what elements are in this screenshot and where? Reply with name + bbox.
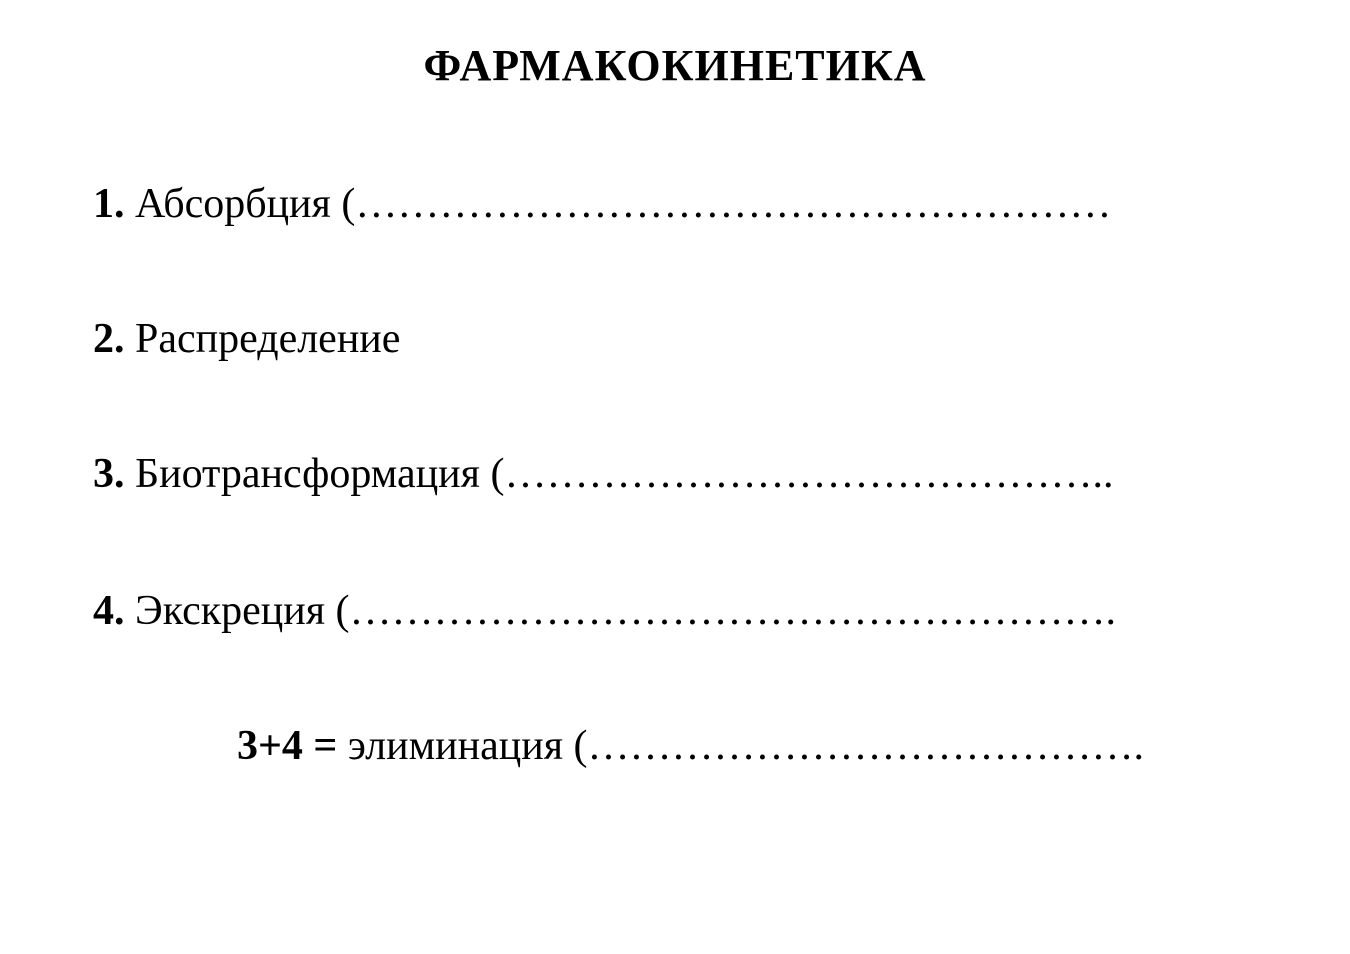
item-text: Биотрансформация (…………………………………….. — [135, 451, 1114, 497]
list-item-elimination — [237, 718, 1144, 774]
item-text: Экскреция (………………………………………………. — [135, 588, 1117, 634]
item-text: Распределение — [135, 316, 401, 362]
item-number: 3. — [93, 451, 125, 497]
item-number: 2. — [93, 316, 125, 362]
item-number: 4. — [93, 588, 125, 634]
item-number: 3+4 = — [237, 723, 338, 769]
list-item-biotransformation — [93, 446, 1113, 502]
item-number: 1. — [93, 181, 125, 227]
list-item-absorption — [93, 176, 1111, 232]
list-item-excretion — [93, 583, 1116, 639]
item-text: Абсорбция (……………………………………………… — [135, 181, 1112, 227]
list-item-distribution — [93, 311, 400, 367]
page-title: ФАРМАКОКИНЕТИКА — [423, 41, 927, 90]
item-text: элиминация (…………………………………. — [347, 723, 1145, 769]
